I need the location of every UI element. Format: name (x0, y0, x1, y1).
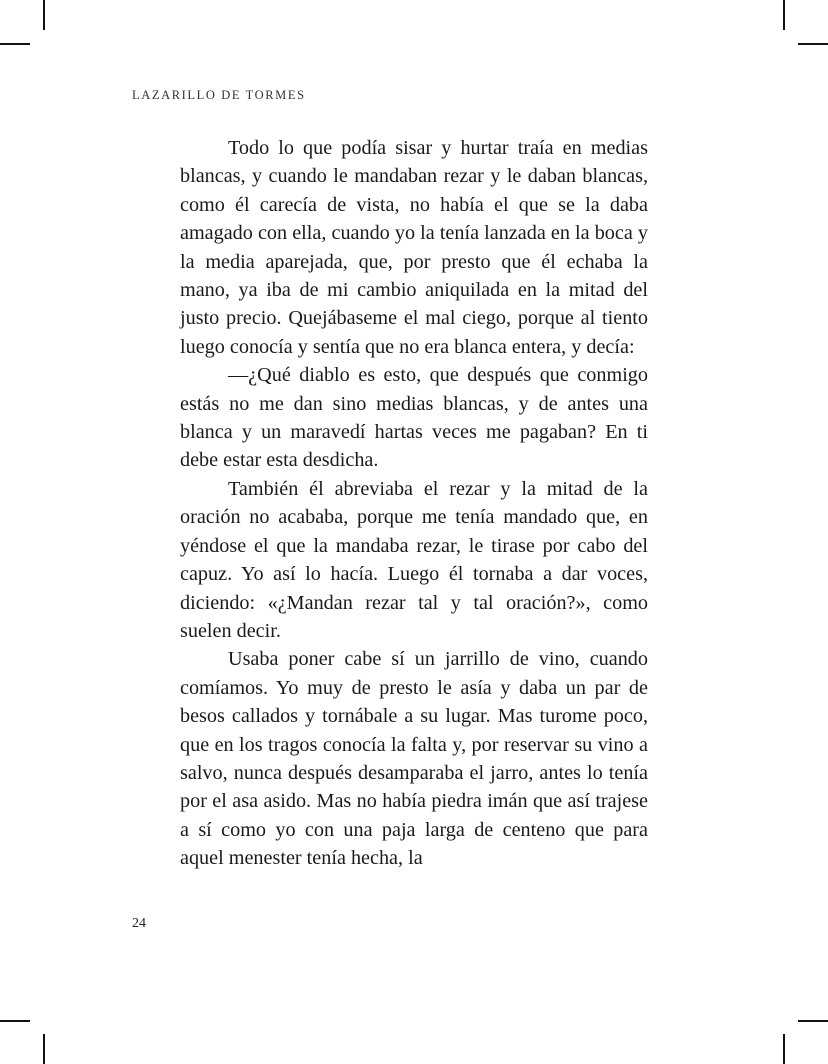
paragraph-4: Usaba poner cabe sí un jarrillo de vino, cuando comíamos. Yo muy de presto le asía y daba un par de besos callados y tornábale a su lugar. Mas turome poco, que en los tragos conocía la falta y, por reservar su vino a salvo, nunca después desamparaba el jarro, antes lo tenía por el asa asido. Mas no había piedra imán que así trajese a sí como yo con una paja larga de centeno que para aquel menester tenía hecha, la (180, 648, 648, 870)
paragraph-3: También él abreviaba el rezar y la mitad de la oración no acababa, porque me tenía mandado que, en yéndose el que la mandaba rezar, le tirase por cabo del capuz. Yo así lo hacía. Luego él tornaba a dar voces, diciendo: «¿Mandan rezar tal y tal oración?», como suelen decir. (180, 477, 648, 642)
running-head: LAZARILLO DE TORMES (132, 88, 306, 102)
crop-mark-top-right-horizontal (798, 43, 828, 45)
paragraph-2: —¿Qué diablo es esto, que después que conmigo estás no me dan sino medias blancas, y de antes una blanca y un maravedí hartas veces me pagaban? En ti debe estar esta desdicha. (180, 364, 648, 472)
page-number: 24 (132, 916, 146, 931)
crop-mark-bottom-right-vertical (783, 1034, 785, 1064)
paragraph-1: Todo lo que podía sisar y hurtar traía en medias blancas, y cuando le mandaban rezar y le daban blancas, como él carecía de vista, no había el que se la daba amagado con ella, cuando yo la tenía lanzada en la boca y la media aparejada, que, por presto que él echaba la mano, ya iba de mi cambio aniquilada en la mitad del justo precio. Quejábaseme el mal ciego, porque al tiento luego conocía y sentía que no era blanca entera, y decía: (180, 137, 648, 358)
crop-mark-top-left-vertical (43, 0, 45, 30)
crop-mark-bottom-left-horizontal (0, 1020, 30, 1022)
crop-mark-bottom-left-vertical (43, 1034, 45, 1064)
crop-mark-bottom-right-horizontal (798, 1020, 828, 1022)
crop-mark-top-left-horizontal (0, 43, 30, 45)
body-text (180, 134, 648, 873)
crop-mark-top-right-vertical (783, 0, 785, 30)
